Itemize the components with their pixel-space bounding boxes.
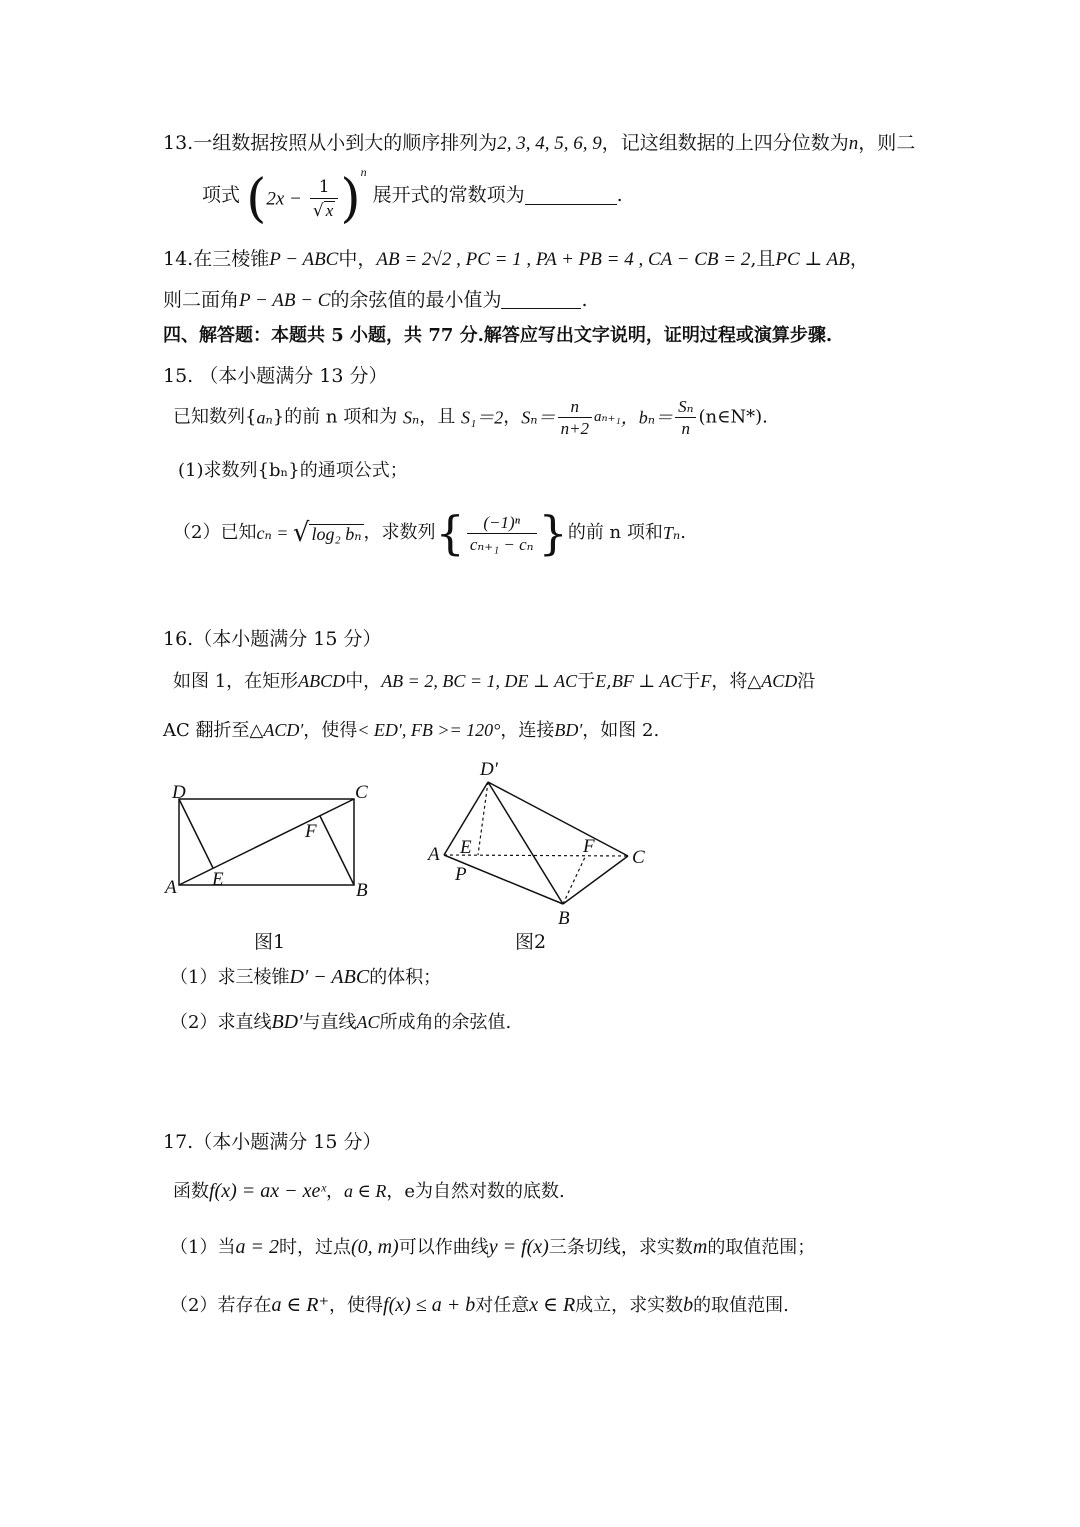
diagonal-ac <box>179 799 354 885</box>
q13-line1 <box>163 134 915 153</box>
q17-text: 三条切线，求实数 <box>548 1237 693 1258</box>
q16-header: 16.（本小题满分 15 分） <box>163 628 382 650</box>
q16-text: ，将 <box>711 671 748 692</box>
answer-blank <box>525 186 617 205</box>
q15-frac1 <box>558 398 592 437</box>
q14-line2 <box>163 290 588 310</box>
q14-line1 <box>163 250 869 269</box>
q14-text: 的余弦值的最小值为 <box>330 289 502 311</box>
q15-sn-label: Sₙ＝ <box>521 407 556 428</box>
q16-text: 所成角的余弦值. <box>379 1012 512 1033</box>
answer-blank <box>501 290 581 309</box>
q16-conds: AB = 2, BC = 1, DE ⊥ AC <box>381 671 578 691</box>
segment-b-f <box>563 855 586 904</box>
q17-text: 可以作曲线 <box>398 1237 489 1258</box>
label-d-prime: D′ <box>480 760 498 780</box>
q17-text: （1）当 <box>170 1237 236 1258</box>
q17-func: f(x) = ax − xeˣ <box>209 1180 327 1202</box>
q15-s1: S₁＝2 <box>461 407 504 428</box>
q17-part2-ineq: f(x) ≤ a + b <box>383 1294 476 1316</box>
segment-bf <box>320 816 354 885</box>
q17-part2 <box>170 1295 789 1315</box>
frac-num: (−1)ⁿ <box>467 514 537 534</box>
q16-text: 中， <box>345 671 382 692</box>
q15-text: . <box>680 522 686 543</box>
label-b: B <box>558 908 570 929</box>
q16-rect: ABCD <box>298 671 346 691</box>
q16-f: F <box>700 671 712 691</box>
q16-part2-bd: BD′ <box>271 1011 303 1033</box>
q16-text: 于 <box>682 671 701 692</box>
q17-text: ，使得 <box>329 1295 384 1316</box>
q13-text: ，则二 <box>858 132 916 154</box>
q16-text: 沿 <box>797 671 816 692</box>
q13-line2 <box>202 165 623 229</box>
q17-part1 <box>170 1237 815 1257</box>
q17-part2-x: x ∈ R <box>529 1294 576 1316</box>
frac-den: n <box>681 419 690 438</box>
section-heading: 四、解答题：本题共 5 小题，共 77 分.解答应写出文字说明，证明过程或演算步骤. <box>163 325 833 346</box>
q13-text: 13.一组数据按照从小到大的顺序排列为 <box>163 132 498 154</box>
edge-dp-b <box>488 782 563 904</box>
q16-stem1 <box>173 672 815 691</box>
q15-text: （2）已知 <box>173 522 257 543</box>
q16-angle: < ED′, FB >= 120° <box>357 720 501 740</box>
q17-part1-curve: y = f(x) <box>488 1236 549 1258</box>
q14-period: . <box>581 289 588 311</box>
q13-text: 展开式的常数项为 <box>372 184 525 206</box>
q17-text: （2）若存在 <box>170 1295 272 1316</box>
q17-part1-m: m <box>692 1236 708 1258</box>
q16-text: 如图 1，在矩形 <box>173 671 299 692</box>
q15-text: }的前 n 项和为 <box>272 406 403 428</box>
label-f: F <box>583 836 595 857</box>
q16-part1-expr: D′ − ABC <box>289 966 370 988</box>
q15-text: 已知数列{ <box>173 406 257 428</box>
q16-text: （2）求直线 <box>170 1012 272 1033</box>
q17-stem <box>173 1181 565 1201</box>
segment-dp-e <box>478 782 488 855</box>
q14-conditions: AB = 2√2 , PC = 1 , PA + PB = 4 , CA − CB = 2 <box>376 249 751 270</box>
q16-text: ，如图 2. <box>582 720 660 741</box>
q16-tri: △ACD <box>747 671 798 691</box>
label-c: C <box>632 847 645 868</box>
q16-text: , <box>606 671 612 692</box>
binomial-expression: (2x − $\frac{1}{√ x}$ )$^n$ <box>246 165 367 229</box>
q16-text: 的体积； <box>369 967 442 988</box>
q16-stem2 <box>163 721 659 740</box>
q17-text: 时，过点 <box>278 1237 351 1258</box>
q17-a-cond: a ∈ R <box>344 1181 387 1201</box>
q13-text: 项式 <box>202 184 241 206</box>
q16-text: （1）求三棱锥 <box>170 967 290 988</box>
label-c: C <box>355 782 368 803</box>
label-f: F <box>305 821 317 842</box>
q15-n-cond: (n∈N*). <box>698 406 768 428</box>
q15-text: ，且 <box>419 406 461 428</box>
frac-den: cₙ₊₁ − cₙ <box>469 534 534 554</box>
label-b: B <box>356 880 368 901</box>
q16-part1 <box>170 967 441 987</box>
q15-bn-label: ，bₙ＝ <box>620 407 674 428</box>
q14-text: 中， <box>338 248 377 270</box>
q17-text: ，e为自然对数的底数. <box>386 1181 565 1202</box>
q14-dihedral: P − AB − C <box>239 290 331 311</box>
q15-text: 的前 n 项和 <box>567 522 663 543</box>
frac-num: Sₙ <box>675 398 696 418</box>
q17-text: 函数 <box>173 1181 209 1202</box>
q17-text: ， <box>326 1181 345 1202</box>
edge-dp-c <box>488 782 628 856</box>
frac-den: n+2 <box>560 419 590 438</box>
q14-perp: PC ⊥ AB <box>775 249 850 270</box>
q17-header: 17.（本小题满分 15 分） <box>163 1131 382 1153</box>
q15-stem: 已知数列{aₙ}的前 n 项和为 Sₙ，且 S₁＝2，Sₙ＝ $\frac{n}{n+2}$ aₙ₊₁，bₙ＝ $\frac{\text{Sₙ}}{n}$ (n∈N*). <box>173 397 768 438</box>
q17-part1-a: a = 2 <box>235 1236 279 1258</box>
q17-part2-b: b <box>683 1294 694 1316</box>
q17-text: 的取值范围； <box>707 1237 816 1258</box>
label-p: P <box>455 864 467 885</box>
figure-2 <box>420 760 660 930</box>
figure-1-caption: 图1 <box>254 931 286 953</box>
q16-bf: BF ⊥ AC <box>611 671 683 691</box>
q16-part2 <box>170 1012 511 1032</box>
q15-tn: Tₙ <box>662 523 681 543</box>
q15-header: 15. （本小题满分 13 分） <box>163 365 388 387</box>
q15-frac2 <box>675 398 696 437</box>
q15-log: log₂ bₙ <box>311 523 362 544</box>
q13-text: ，记这组数据的上四分位数为 <box>601 132 849 154</box>
q16-text: ，使得 <box>303 720 358 741</box>
q15-part1: (1)求数列{bₙ}的通项公式； <box>178 460 408 481</box>
q15-a-next: aₙ₊₁ <box>594 409 621 425</box>
q14-text: ,且 <box>750 248 776 270</box>
q17-text: 对任意 <box>475 1295 530 1316</box>
q14-pyramid: P − ABC <box>269 249 339 270</box>
q16-text: ，连接 <box>500 720 555 741</box>
q15-text: ，求数列 <box>363 522 436 543</box>
q15-cn: cₙ = <box>256 523 293 543</box>
q13-period: . <box>616 184 623 206</box>
edge-c-b <box>563 856 628 904</box>
label-a: A <box>428 844 440 865</box>
label-d: D <box>172 782 186 803</box>
q15-text: ， <box>503 406 522 428</box>
q15-frac3 <box>467 514 537 553</box>
q15-part2: （2）已知cₙ = √ log₂ bₙ ，求数列{ $\frac{\text{(−1)ⁿ}}{\text{cₙ₊₁ − cₙ}}$ }的前 n 项和Tₙ. <box>173 506 686 560</box>
label-a: A <box>165 877 177 898</box>
figure-1 <box>160 775 390 910</box>
q14-text: 则二面角 <box>163 289 240 311</box>
q16-text: 与直线 <box>302 1012 357 1033</box>
label-e: E <box>212 869 224 890</box>
figure-2-caption: 图2 <box>515 931 547 953</box>
q13-data-list: 2, 3, 4, 5, 6, 9 <box>497 133 602 154</box>
label-e: E <box>460 837 472 858</box>
q16-e: E <box>595 671 607 691</box>
q17-text: 成立，求实数 <box>575 1295 684 1316</box>
q16-text: AC 翻折至 <box>163 720 250 741</box>
q17-part2-a: a ∈ R⁺ <box>271 1294 330 1316</box>
q13-var-n: n <box>848 133 859 154</box>
q17-text: 的取值范围. <box>693 1295 789 1316</box>
frac-num: n <box>558 398 592 418</box>
q17-part1-point: (0, m) <box>350 1236 399 1258</box>
q16-text: 于 <box>577 671 596 692</box>
q14-text: ， <box>849 248 869 270</box>
q16-tri2: △ACD′ <box>249 720 304 740</box>
q16-bd: BD′ <box>554 720 583 740</box>
q14-text: 14.在三棱锥 <box>163 248 270 270</box>
q16-part2-ac: AC <box>356 1012 380 1032</box>
segment-de <box>179 799 213 868</box>
